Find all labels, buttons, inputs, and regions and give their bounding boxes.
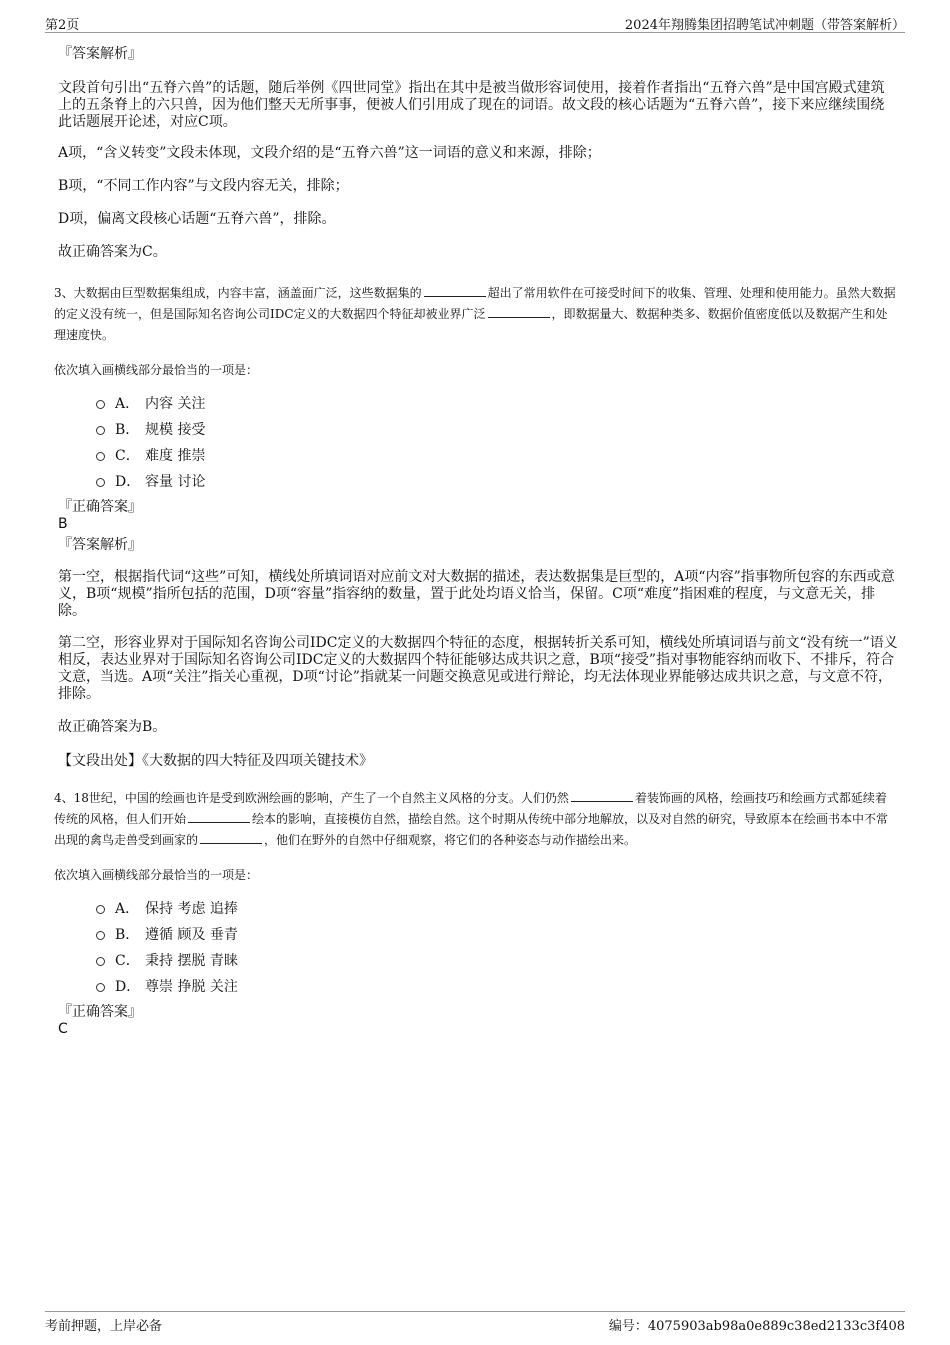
radio-icon[interactable]	[96, 957, 105, 966]
option-a[interactable]: A． 内容 关注	[96, 391, 898, 417]
document-id: 编号：4075903ab98a0e889c38ed2133c3f408	[608, 1319, 905, 1334]
analysis-paragraph: D项，偏离文段核心话题“五脊六兽”，排除。	[58, 211, 336, 227]
page-header	[0, 0, 950, 34]
main-content	[54, 46, 898, 1038]
page-number: 第2页	[45, 18, 80, 33]
source-citation: 【文段出处】《大数据的四大特征及四项关键技术》	[58, 753, 373, 769]
answer-blank	[571, 789, 633, 802]
question-prompt: 依次填入画横线部分最恰当的一项是：	[54, 868, 259, 882]
question-prompt: 依次填入画横线部分最恰当的一项是：	[54, 363, 259, 377]
answer-conclusion: 故正确答案为B。	[58, 719, 167, 735]
option-a[interactable]: A． 保持 考虑 追捧	[96, 896, 898, 922]
radio-icon[interactable]	[96, 905, 105, 914]
correct-answer-tag: 『正确答案』	[58, 1004, 142, 1020]
radio-icon[interactable]	[96, 426, 105, 435]
analysis-paragraph: B项，“不同工作内容”与文段内容无关，排除；	[58, 178, 349, 194]
question-3-text: 3、大数据由巨型数据集组成，内容丰富，涵盖面广泛，这些数据集的 超出了常用软件在可接受时间下的收集、管理、处理和使用能力。虽然大数据的定义没有统一，但是国际知名咨询公司IDC定义的大数据四个特征却被业界广泛 ，即数据量大、数据种类多、数据价值密度低以及数据产生和处理速度快。	[54, 286, 896, 342]
radio-icon[interactable]	[96, 452, 105, 461]
answer-blank	[424, 284, 486, 297]
answer-conclusion: 故正确答案为C。	[58, 244, 167, 260]
analysis-paragraph: 第二空，形容业界对于国际知名咨询公司IDC定义的大数据四个特征的态度，根据转折关系可知，横线处所填词语与前文“没有统一”语义相反，表达业界对于国际知名咨询公司IDC定义的大数据四个特征能够达成共识之意，B项“接受”指对事物能容纳而收下、不排斥，符合文意，当选。A项“关注”指关心重视，D项“讨论”指就某一问题交换意见或进行辩论，均无法体现业界能够达成共识之意，与文意不符，排除。	[58, 635, 898, 702]
radio-icon[interactable]	[96, 931, 105, 940]
analysis-paragraph: A项，“含义转变”文段未体现，文段介绍的是“五脊六兽”这一词语的意义和来源，排除；	[58, 145, 601, 161]
option-c[interactable]: C． 难度 推崇	[96, 443, 898, 469]
answer-blank	[188, 810, 250, 823]
analysis-paragraph: 第一空，根据指代词“这些”可知，横线处所填词语对应前文对大数据的描述，表达数据集是巨型的，A项“内容”指事物所包容的东西或意义，B项“规模”指所包括的范围，D项“容量”指容纳的数量，置于此处均语义恰当，保留。C项“难度”指困难的程度，与文意无关，排除。	[58, 569, 895, 619]
header-divider	[45, 32, 905, 33]
option-c[interactable]: C． 秉持 摆脱 青睐	[96, 948, 898, 974]
question-4-text: 4、18世纪，中国的绘画也许是受到欧洲绘画的影响，产生了一个自然主义风格的分支。人们仍然 着装饰画的风格，绘画技巧和绘画方式都延续着传统的风格，但人们开始 绘本的影响，直接模仿自然，描绘自然。这个时期从传统中部分地解放，以及对自然的研究，导致原本在绘画书本中不常出现的禽鸟走兽受到画家的 ，他们在野外的自然中仔细观察，将它们的各种姿态与动作描绘出来。	[54, 791, 889, 847]
answer-blank	[200, 831, 262, 844]
option-b[interactable]: B． 规模 接受	[96, 417, 898, 443]
correct-answer: B	[58, 516, 68, 532]
footer-slogan: 考前押题，上岸必备	[45, 1319, 163, 1334]
analysis-paragraph: 文段首句引出“五脊六兽”的话题，随后举例《四世同堂》指出在其中是被当做形容词使用，接着作者指出“五脊六兽”是中国宫殿式建筑上的五条脊上的六只兽，因为他们整天无所事事，便被人们引用成了现在的词语。故文段的核心话题为“五脊六兽”，接下来应继续围绕此话题展开论述，对应C项。	[58, 80, 885, 130]
footer-divider	[45, 1311, 905, 1312]
options-list	[58, 896, 898, 1000]
correct-answer-tag: 『正确答案』	[58, 499, 142, 515]
answer-blank	[488, 305, 550, 318]
options-list	[58, 391, 898, 495]
analysis-tag: 『答案解析』	[58, 46, 142, 62]
radio-icon[interactable]	[96, 983, 105, 992]
option-b[interactable]: B． 遵循 顾及 垂青	[96, 922, 898, 948]
correct-answer: C	[58, 1021, 68, 1037]
option-d[interactable]: D． 容量 讨论	[96, 469, 898, 495]
radio-icon[interactable]	[96, 400, 105, 409]
document-title: 2024年翔腾集团招聘笔试冲刺题（带答案解析）	[624, 18, 905, 33]
analysis-tag: 『答案解析』	[58, 537, 142, 553]
option-d[interactable]: D． 尊崇 挣脱 关注	[96, 974, 898, 1000]
radio-icon[interactable]	[96, 478, 105, 487]
